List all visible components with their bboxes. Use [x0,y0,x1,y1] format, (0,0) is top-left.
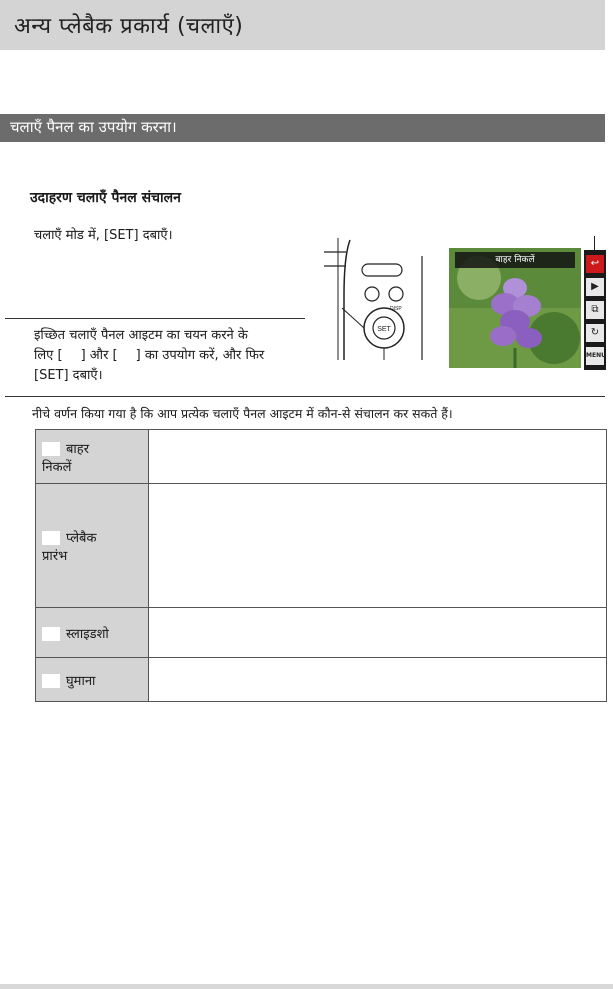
menu-button[interactable]: MENU [586,347,604,365]
exit-icon [42,442,60,456]
step-2-text-a: लिए [ [34,348,63,363]
step-2-text-b: ] और [ [80,348,118,363]
table-row [36,484,607,608]
step-2-line-2 [34,346,298,366]
description: नीचे वर्णन किया गया है कि आप प्रत्येक चलाएँ पैनल आइटम में कौन-से संचालन कर सकते हैं। [32,406,453,421]
play-icon [42,531,60,545]
row-label-text: स्लाइडशो [66,626,109,642]
divider [5,318,305,319]
callout-line [594,236,595,250]
step-2-line-3: [SET] दबाएँ। [34,368,103,383]
table-row [36,608,607,658]
row-description [149,484,607,608]
section-title: चलाएँ पैनल का उपयोग करना। [10,118,177,136]
slideshow-icon[interactable]: ⧉ [586,301,604,319]
divider [5,396,605,397]
row-label-text: प्रारंभ [42,548,68,564]
exit-icon[interactable]: ↩ [586,255,604,273]
table-row [36,658,607,702]
row-label [36,484,149,608]
row-description [149,608,607,658]
row-label-text: प्लेबैक [66,530,97,546]
row-label [36,658,149,702]
play-panel-table [35,429,607,702]
row-description [149,658,607,702]
footer-bar [0,984,613,989]
step-2-line-1: इच्छित चलाएँ पैनल आइटम का चयन करने के [34,328,248,343]
rotate-icon [42,674,60,688]
play-panel [584,250,606,370]
disp-label: DISP [390,306,402,312]
row-label-text: निकलें [42,459,72,475]
row-label [36,608,149,658]
rotate-icon[interactable]: ↻ [586,324,604,342]
step-1: चलाएँ मोड में, [SET] दबाएँ। [34,228,173,243]
screen-exit-label: बाहर निकलें [455,252,575,268]
camera-back-illustration [322,236,432,360]
slideshow-icon [42,627,60,641]
page-title: अन्य प्लेबैक प्रकार्य (चलाएँ) [14,14,244,39]
step-2-text-c: ] का उपयोग करें, और फिर [135,348,265,363]
step-2 [34,326,298,386]
row-label-text: घुमाना [66,673,96,689]
set-button-label: SET [377,326,391,333]
example-heading: उदाहरण चलाएँ पैनल संचालन [30,190,181,206]
row-label [36,430,149,484]
row-description [149,430,607,484]
play-icon[interactable]: ▶ [586,278,604,296]
row-label-text: बाहर [66,441,90,457]
table-row [36,430,607,484]
